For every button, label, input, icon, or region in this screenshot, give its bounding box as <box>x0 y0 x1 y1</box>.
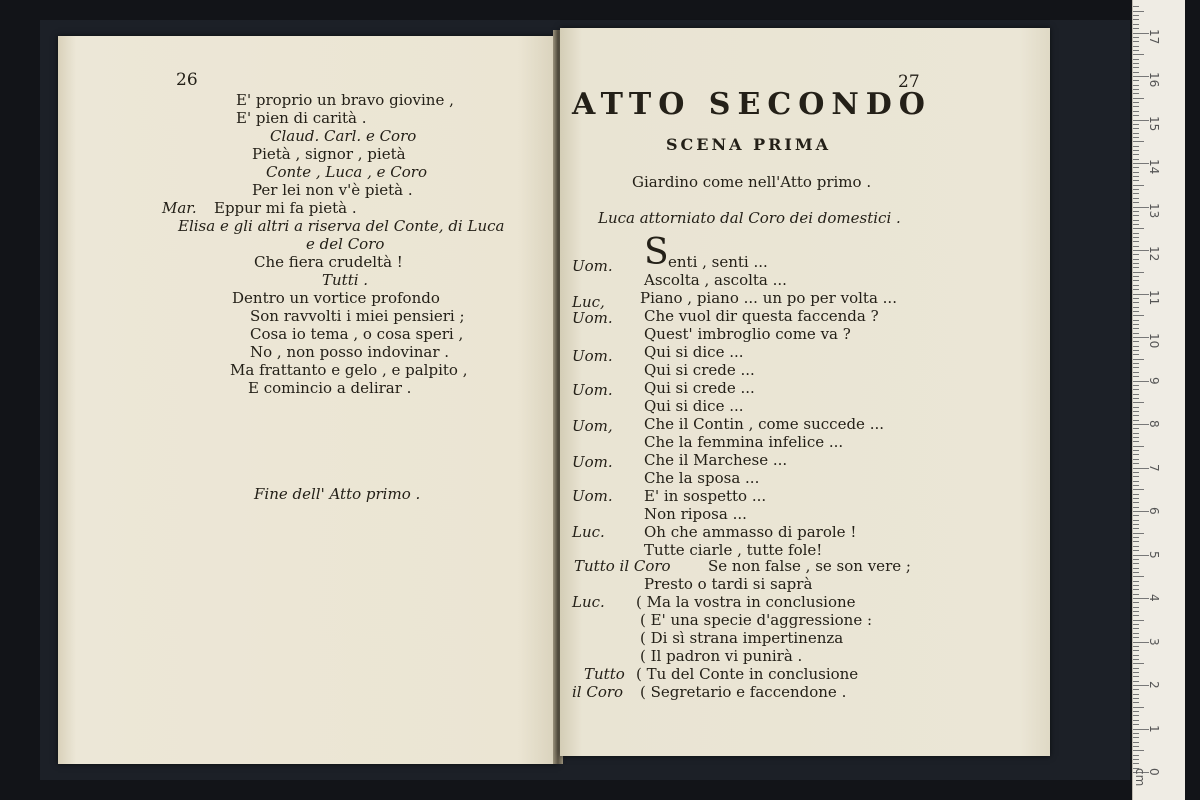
ruler-tick <box>1133 159 1139 160</box>
ruler-tick <box>1133 150 1139 151</box>
stage-direction: Luca attorniato dal Coro dei domestici . <box>598 209 901 227</box>
ruler-tick <box>1133 755 1139 756</box>
ruler-tick <box>1133 307 1139 308</box>
ruler-tick <box>1133 763 1139 764</box>
ruler-tick <box>1133 489 1144 490</box>
ruler-tick <box>1133 241 1139 242</box>
ruler-tick <box>1133 515 1139 516</box>
dialogue-line: ( Segretario e faccendone . <box>640 683 847 701</box>
ruler-tick <box>1133 172 1139 173</box>
ruler-tick <box>1133 180 1139 181</box>
dialogue-line: Qui si crede ... <box>644 361 755 379</box>
stage-direction: Conte , Luca , e Coro <box>266 163 428 181</box>
dialogue-line: Ascolta , ascolta ... <box>644 271 787 289</box>
verse-line: Ma frattanto e gelo , e palpito , <box>230 361 468 379</box>
speaker-label: Uom. <box>572 347 613 365</box>
ruler-tick <box>1133 6 1139 7</box>
ruler-tick <box>1133 228 1144 229</box>
ruler-tick <box>1133 211 1139 212</box>
ruler-tick <box>1133 363 1139 364</box>
dialogue-line: Che la femmina infelice ... <box>644 433 844 451</box>
ruler-tick <box>1133 111 1139 112</box>
speaker-label: Tutti . <box>322 271 369 289</box>
ruler-tick <box>1133 528 1139 529</box>
ruler-tick <box>1133 385 1139 386</box>
dialogue-line: Che la sposa ... <box>644 469 760 487</box>
ruler-tick <box>1133 759 1139 760</box>
verse-line: Dentro un vortice profondo <box>232 289 440 307</box>
ruler-tick <box>1133 254 1139 255</box>
ruler-tick <box>1133 193 1139 194</box>
ruler-tick <box>1133 106 1139 107</box>
ruler-tick <box>1133 28 1139 29</box>
speaker-label: Uom. <box>572 453 613 471</box>
ruler-tick <box>1133 450 1139 451</box>
ruler-tick <box>1133 546 1139 547</box>
speaker-label: Luc, <box>572 293 605 311</box>
page-number: 26 <box>176 70 198 90</box>
ruler-tick <box>1133 54 1144 55</box>
verse-line: E comincio a delirar . <box>248 379 412 397</box>
ruler-tick <box>1133 472 1139 473</box>
dialogue-line: Che vuol dir questa faccenda ? <box>644 307 879 325</box>
ruler-tick <box>1133 655 1139 656</box>
ruler-tick <box>1133 720 1139 721</box>
ruler-tick <box>1133 302 1139 303</box>
verse-line: E' pien di carità . <box>236 109 367 127</box>
ruler-tick <box>1133 733 1139 734</box>
ruler-tick <box>1133 481 1139 482</box>
drop-capital: S <box>644 232 669 273</box>
ruler-tick <box>1133 737 1139 738</box>
dialogue-line: Se non false , se son vere ; <box>708 557 911 575</box>
ruler-tick <box>1133 576 1144 577</box>
ruler-tick <box>1133 428 1139 429</box>
ruler-tick <box>1133 624 1139 625</box>
ruler-tick <box>1133 689 1139 690</box>
ruler-label: 7 <box>1147 463 1161 472</box>
ruler-tick <box>1133 333 1139 334</box>
speaker-label: Luc. <box>572 593 605 611</box>
ruler-tick <box>1133 367 1139 368</box>
ruler-tick <box>1133 715 1139 716</box>
dialogue-line: Piano , piano ... un po per volta ... <box>640 289 897 307</box>
ruler-tick <box>1133 711 1139 712</box>
ruler-tick <box>1133 402 1144 403</box>
ruler-tick <box>1133 285 1139 286</box>
ruler-tick <box>1133 589 1139 590</box>
ruler-tick <box>1133 502 1139 503</box>
dialogue-line: Qui si dice ... <box>644 397 744 415</box>
ruler-tick <box>1133 415 1139 416</box>
speaker-label: Uom. <box>572 257 613 275</box>
ruler-tick <box>1133 350 1139 351</box>
ruler-tick <box>1133 41 1139 42</box>
ruler-label: 9 <box>1147 376 1161 385</box>
verse-line: Che fiera crudeltà ! <box>254 253 403 271</box>
ruler-tick <box>1133 694 1139 695</box>
ruler-tick <box>1133 607 1139 608</box>
speaker-label: Uom. <box>572 309 613 327</box>
ruler-label: 15 <box>1147 115 1161 131</box>
ruler-label: 11 <box>1147 289 1161 305</box>
ruler-tick <box>1133 146 1139 147</box>
ruler-label: 0 cm <box>1133 768 1161 787</box>
ruler-tick <box>1133 176 1139 177</box>
ruler-tick <box>1133 742 1139 743</box>
dialogue-line: Qui si crede ... <box>644 379 755 397</box>
scene-setting: Giardino come nell'Atto primo . <box>632 173 872 191</box>
ruler-tick <box>1133 394 1139 395</box>
ruler-tick <box>1133 320 1139 321</box>
ruler-tick <box>1133 124 1139 125</box>
ruler-tick <box>1133 272 1144 273</box>
ruler-tick <box>1133 507 1139 508</box>
dialogue-line: Qui si dice ... <box>644 343 744 361</box>
ruler-tick <box>1133 672 1139 673</box>
ruler-tick <box>1133 220 1139 221</box>
ruler-tick <box>1133 128 1139 129</box>
dialogue-line: E' in sospetto ... <box>644 487 767 505</box>
verse-line: Son ravvolti i miei pensieri ; <box>250 307 465 325</box>
ruler-tick <box>1133 498 1139 499</box>
ruler-tick <box>1133 663 1144 664</box>
ruler-label: 16 <box>1147 72 1161 88</box>
right-page <box>560 28 1050 756</box>
speaker-label: Tutto il Coro <box>574 557 671 575</box>
ruler-tick <box>1133 63 1139 64</box>
ruler-tick <box>1133 563 1139 564</box>
ruler-tick <box>1133 98 1144 99</box>
ruler-tick <box>1133 341 1139 342</box>
ruler-tick <box>1133 407 1139 408</box>
ruler-tick <box>1133 237 1139 238</box>
ruler-tick <box>1133 585 1139 586</box>
ruler-tick <box>1133 602 1139 603</box>
ruler-label: 6 <box>1147 507 1161 515</box>
ruler-tick <box>1133 572 1139 573</box>
ruler-tick <box>1133 46 1139 47</box>
ruler-tick <box>1133 93 1139 94</box>
dialogue-line: Che il Contin , come succede ... <box>644 415 884 433</box>
ruler-tick <box>1133 594 1139 595</box>
ruler-label: 1 <box>1147 724 1161 733</box>
ruler-tick <box>1133 681 1139 682</box>
dialogue-line: Presto o tardi si saprà <box>644 575 813 593</box>
measurement-ruler <box>1132 0 1185 800</box>
ruler-tick <box>1133 376 1139 377</box>
ruler-tick <box>1133 581 1139 582</box>
ruler-label: 5 <box>1147 550 1161 559</box>
ruler-tick <box>1133 224 1139 225</box>
ruler-label: 14 <box>1147 159 1161 175</box>
act-title: ATTO SECONDO <box>572 87 932 122</box>
ruler-tick <box>1133 328 1139 329</box>
ruler-tick <box>1133 19 1139 20</box>
ruler-tick <box>1133 89 1139 90</box>
ruler-tick <box>1133 611 1139 612</box>
ruler-tick <box>1133 398 1139 399</box>
ruler-label: 13 <box>1147 202 1161 218</box>
verse-line: Cosa io tema , o cosa speri , <box>250 325 464 343</box>
ruler-tick <box>1133 633 1139 634</box>
ruler-tick <box>1133 276 1139 277</box>
ruler-tick <box>1133 315 1144 316</box>
ruler-tick <box>1133 215 1139 216</box>
ruler-label: 3 <box>1147 637 1161 646</box>
ruler-tick <box>1133 520 1139 521</box>
dialogue-line: ( Di sì strana impertinenza <box>640 629 844 647</box>
ruler-tick <box>1133 72 1139 73</box>
ruler-tick <box>1133 615 1139 616</box>
ruler-tick <box>1133 411 1139 412</box>
ruler-tick <box>1133 24 1139 25</box>
ruler-tick <box>1133 189 1139 190</box>
ruler-tick <box>1133 437 1139 438</box>
ruler-tick <box>1133 494 1139 495</box>
left-page <box>58 36 558 764</box>
ruler-tick <box>1133 372 1139 373</box>
speaker-label: Uom, <box>572 417 613 435</box>
ruler-tick <box>1133 85 1139 86</box>
ruler-tick <box>1133 154 1139 155</box>
verse-line: Pietà , signor , pietà <box>252 145 406 163</box>
ruler-tick <box>1133 59 1139 60</box>
dialogue-line: Quest' imbroglio come va ? <box>644 325 851 343</box>
dialogue-line: Tutte ciarle , tutte fole! <box>644 541 823 559</box>
ruler-tick <box>1133 354 1139 355</box>
ruler-tick <box>1133 533 1144 534</box>
ruler-tick <box>1133 80 1139 81</box>
ruler-tick <box>1133 485 1139 486</box>
dialogue-line: ( Ma la vostra in conclusione <box>636 593 856 611</box>
ruler-tick <box>1133 50 1139 51</box>
ruler-tick <box>1133 37 1139 38</box>
dialogue-line: ( Il padron vi punirà . <box>640 647 803 665</box>
ruler-tick <box>1133 476 1139 477</box>
scene-title: SCENA PRIMA <box>666 135 832 154</box>
ruler-tick <box>1133 67 1139 68</box>
ruler-tick <box>1133 628 1139 629</box>
verse-line: Eppur mi fa pietà . <box>214 199 357 217</box>
stage-direction: Elisa e gli altri a riserva del Conte, di Luca <box>178 217 505 235</box>
ruler-tick <box>1133 454 1139 455</box>
ruler-tick <box>1133 524 1139 525</box>
ruler-tick <box>1133 698 1139 699</box>
verse-line: No , non posso indovinar . <box>250 343 450 361</box>
ruler-tick <box>1133 298 1139 299</box>
ruler-tick <box>1133 324 1139 325</box>
ruler-tick <box>1133 185 1144 186</box>
speaker-label: il Coro <box>572 683 624 701</box>
ruler-tick <box>1133 102 1139 103</box>
ruler-tick <box>1133 433 1139 434</box>
ruler-tick <box>1133 311 1139 312</box>
ruler-tick <box>1133 568 1139 569</box>
ruler-tick <box>1133 702 1139 703</box>
stage-direction: e del Coro <box>306 235 385 253</box>
ruler-tick <box>1133 559 1139 560</box>
ruler-tick <box>1133 246 1139 247</box>
ruler-tick <box>1133 650 1139 651</box>
ruler-tick <box>1133 676 1139 677</box>
verse-line: Per lei non v'è pietà . <box>252 181 413 199</box>
ruler-tick <box>1133 659 1139 660</box>
dialogue-line: Che il Marchese ... <box>644 451 788 469</box>
ruler-tick <box>1133 346 1139 347</box>
ruler-tick <box>1133 420 1139 421</box>
ruler-tick <box>1133 198 1139 199</box>
ruler-tick <box>1133 668 1139 669</box>
speaker-label: Mar. <box>162 199 197 217</box>
page-footer: Fine dell' Atto primo . <box>254 485 421 503</box>
verse-line: E' proprio un bravo giovine , <box>236 91 454 109</box>
ruler-tick <box>1133 141 1144 142</box>
ruler-tick <box>1133 263 1139 264</box>
ruler-tick <box>1133 646 1139 647</box>
ruler-tick <box>1133 259 1139 260</box>
speaker-label: Luc. <box>572 523 605 541</box>
ruler-tick <box>1133 15 1139 16</box>
speaker-label: Tutto <box>584 665 625 683</box>
ruler-label: 12 <box>1147 246 1161 262</box>
ruler-tick <box>1133 541 1139 542</box>
dialogue-line: enti , senti ... <box>668 253 768 271</box>
ruler-tick <box>1133 133 1139 134</box>
ruler-tick <box>1133 550 1139 551</box>
dialogue-line: Oh che ammasso di parole ! <box>644 523 857 541</box>
ruler-tick <box>1133 11 1144 12</box>
ruler-tick <box>1133 267 1139 268</box>
ruler-tick <box>1133 115 1139 116</box>
ruler-tick <box>1133 389 1139 390</box>
speaker-label: Uom. <box>572 381 613 399</box>
ruler-label: 2 <box>1147 681 1161 689</box>
ruler-tick <box>1133 202 1139 203</box>
ruler-tick <box>1133 280 1139 281</box>
ruler-tick <box>1133 359 1144 360</box>
ruler-tick <box>1133 537 1139 538</box>
ruler-tick <box>1133 637 1139 638</box>
ruler-label: 10 <box>1147 333 1161 349</box>
ruler-tick <box>1133 724 1139 725</box>
ruler-tick <box>1133 459 1139 460</box>
ruler-tick <box>1133 441 1139 442</box>
dialogue-line: ( Tu del Conte in conclusione <box>636 665 859 683</box>
ruler-tick <box>1133 167 1139 168</box>
speaker-label: Uom. <box>572 487 613 505</box>
ruler-tick <box>1133 746 1139 747</box>
ruler-tick <box>1133 750 1144 751</box>
dialogue-line: ( E' una specie d'aggressione : <box>640 611 873 629</box>
ruler-tick <box>1133 233 1139 234</box>
ruler-tick <box>1133 289 1139 290</box>
ruler-label: 4 <box>1147 594 1161 602</box>
ruler-tick <box>1133 137 1139 138</box>
ruler-label: 17 <box>1147 28 1161 44</box>
ruler-tick <box>1133 707 1144 708</box>
ruler-label: 8 <box>1147 420 1161 428</box>
ruler-tick <box>1133 620 1144 621</box>
dialogue-line: Non riposa ... <box>644 505 747 523</box>
ruler-tick <box>1133 463 1139 464</box>
ruler-tick <box>1133 446 1144 447</box>
stage-direction: Claud. Carl. e Coro <box>270 127 417 145</box>
page-number: 27 <box>898 72 920 92</box>
